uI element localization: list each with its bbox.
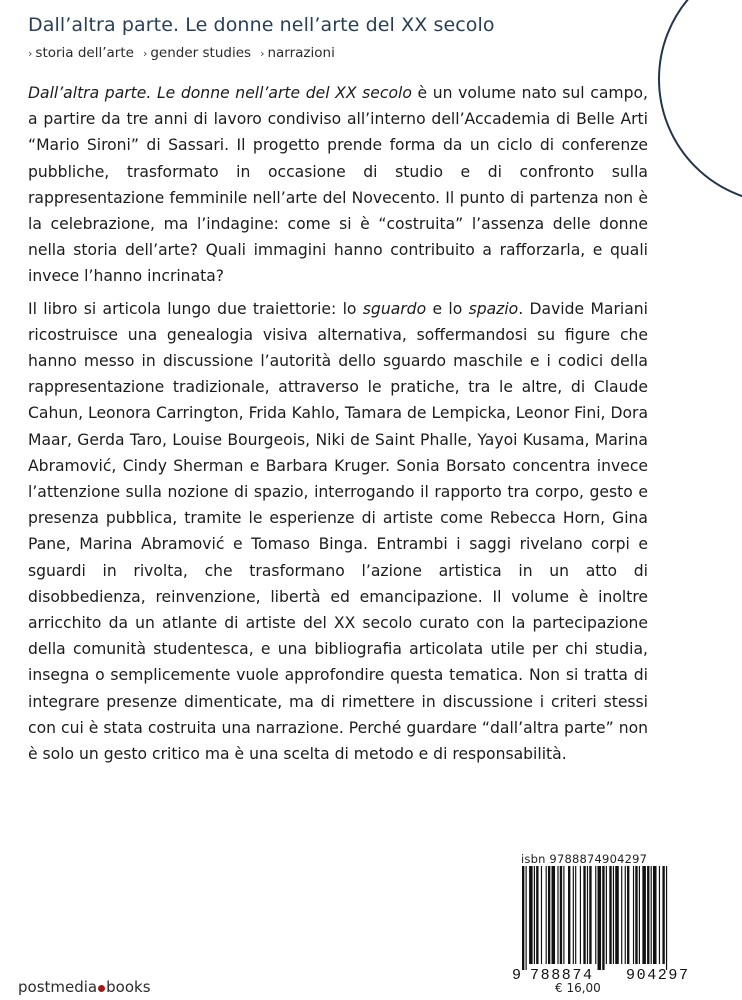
barcode-bar <box>560 866 562 964</box>
barcode-bar <box>568 866 570 964</box>
barcode-bar <box>526 866 527 970</box>
barcode-digits-group2: 904297 <box>626 967 690 984</box>
barcode-bar <box>541 866 542 964</box>
blurb-p1-rest: è un volume nato sul campo, a partire da tre anni di lavoro condiviso all’interno dell’Accademia di Belle Arti “Mario Sironi” di Sassari. Il progetto prende forma da un ciclo di conferenze pubbliche, trasformato in occasione di studio e di confronto sulla rappresentazione femminile nell’arte del Novecento. Il punto di partenza non è la celebrazione, ma l’indagine: come si è “costruita” l’assenza delle donne nella storia dell’arte? Quali immagini hanno contribuito a rafforzarla, e quali invece l’hanno incrinata? <box>28 84 648 286</box>
barcode-bar <box>651 866 652 964</box>
tag-storia-dell-arte <box>28 45 134 61</box>
barcode-bar <box>563 866 564 964</box>
barcode-graphic <box>508 866 716 984</box>
barcode-bar <box>602 866 604 970</box>
barcode-bar <box>522 866 524 970</box>
blurb-paragraph-2 <box>28 296 648 768</box>
barcode-bar <box>534 866 535 964</box>
tag-label: gender studies <box>150 45 252 61</box>
publisher-name-part2: books <box>106 978 151 996</box>
chevron-right-icon: › <box>260 47 265 60</box>
chevron-right-icon: › <box>28 47 33 60</box>
barcode-bar <box>635 866 637 964</box>
blurb-p2-sguardo: sguardo <box>362 299 427 318</box>
barcode-bar <box>642 866 646 964</box>
barcode-bar <box>609 866 611 964</box>
isbn-label: isbn 9788874904297 <box>521 852 648 866</box>
barcode-bar <box>647 866 649 964</box>
barcode-bar <box>598 866 602 970</box>
barcode-bar <box>633 866 634 964</box>
tag-gender-studies <box>143 45 251 61</box>
barcode-bar <box>575 866 576 964</box>
barcode-bar <box>536 866 538 964</box>
barcode-bar <box>606 866 607 964</box>
isbn-barcode <box>508 866 716 984</box>
barcode-bar <box>580 866 581 964</box>
barcode-bar <box>659 866 660 964</box>
blurb-p2-a: Il libro si articola lungo due traiettorie: lo <box>28 299 363 318</box>
barcode-bar <box>573 866 574 964</box>
barcode-bar <box>589 866 591 964</box>
blurb-paragraph-1 <box>28 80 648 290</box>
blurb-p2-spazio: spazio <box>468 299 519 318</box>
tag-label: narrazioni <box>267 45 335 61</box>
barcode-bar <box>666 866 667 970</box>
barcode-bar <box>548 866 550 964</box>
blurb-title-italic: Dall’altra parte. Le donne nell’arte del XX secolo <box>28 84 412 102</box>
barcode-bar <box>625 866 626 964</box>
publisher-name-part1: postmedia <box>18 978 98 996</box>
publisher-dot-icon <box>98 985 105 992</box>
barcode-bar <box>529 866 533 964</box>
barcode-digits-group1: 788874 <box>530 967 594 984</box>
tag-label: storia dell’arte <box>35 45 134 61</box>
subject-tags <box>28 45 344 61</box>
blurb-text <box>28 80 648 773</box>
blurb-p2-b: e lo <box>426 299 469 318</box>
barcode-digit-first: 9 <box>512 967 522 984</box>
tag-narrazioni <box>260 45 335 61</box>
barcode-bar <box>639 866 640 964</box>
barcode-bar <box>546 866 547 964</box>
barcode-bar <box>613 866 614 964</box>
barcode-bar <box>587 866 588 964</box>
barcode-bar <box>557 866 558 964</box>
blurb-p2-c: . Davide Mariani ricostruisce una genealogia visiva alternativa, soffermandosi su figure che hanno messo in discussione l’autorità dello sguardo maschile e i codici della rappresentazione tradizionale, attraverso le pratiche, tra le altre, di Claude Cahun, Leonora Carrington, Frida Kahlo, Tamara de Lempicka, Leonor Fini, Dora Maar, Gerda Taro, Louise Bourgeois, Niki de Saint Phalle, Yayoi Kusama, Marina Abramović, Cindy Sherman e Barbara Kruger. Sonia Borsato concentra invece l’attenzione sulla nozione di spazio, interrogando il rapporto tra corpo, gesto e presenza pubblica, tramite le esperienze di artiste come Rebecca Horn, Gina Pane, Marina Abramović e Tomaso Binga. Entrambi i saggi rivelano corpi e sguardi in rivolta, che trasformano l’azione artistica in un atto di disobbedienza, reinvenzione, libertà ed emancipazione. Il volume è inoltre arricchito da un atlante di artiste del XX secolo curato con la partecipazione della comunità studentesca, e una bibliografia articolata utile per chi studia, insegna o semplicemente vuole approfondire questa tematica. Non si tratta di integrare presenze dimenticate, ma di rimettere in discussione i criteri stessi con cui è stata costruita una narrazione. Perché guardare “dall’altra parte” non è solo un gesto critico ma è una scelta di metodo e di responsabilità. <box>28 299 648 764</box>
chevron-right-icon: › <box>142 47 148 60</box>
barcode-bar <box>627 866 629 964</box>
barcode-bar <box>552 866 556 964</box>
barcode-bar <box>653 866 657 964</box>
barcode-bar <box>621 866 622 964</box>
price: € 16,00 <box>555 981 601 995</box>
barcode-bar <box>595 866 596 964</box>
barcode-bar <box>615 866 619 964</box>
decorative-circle-arc <box>658 0 742 204</box>
barcode-bar <box>662 866 664 964</box>
book-title: Dall’altra parte. Le donne nell’arte del XX secolo <box>28 14 495 36</box>
publisher-logo <box>18 978 151 996</box>
barcode-bar <box>583 866 585 964</box>
